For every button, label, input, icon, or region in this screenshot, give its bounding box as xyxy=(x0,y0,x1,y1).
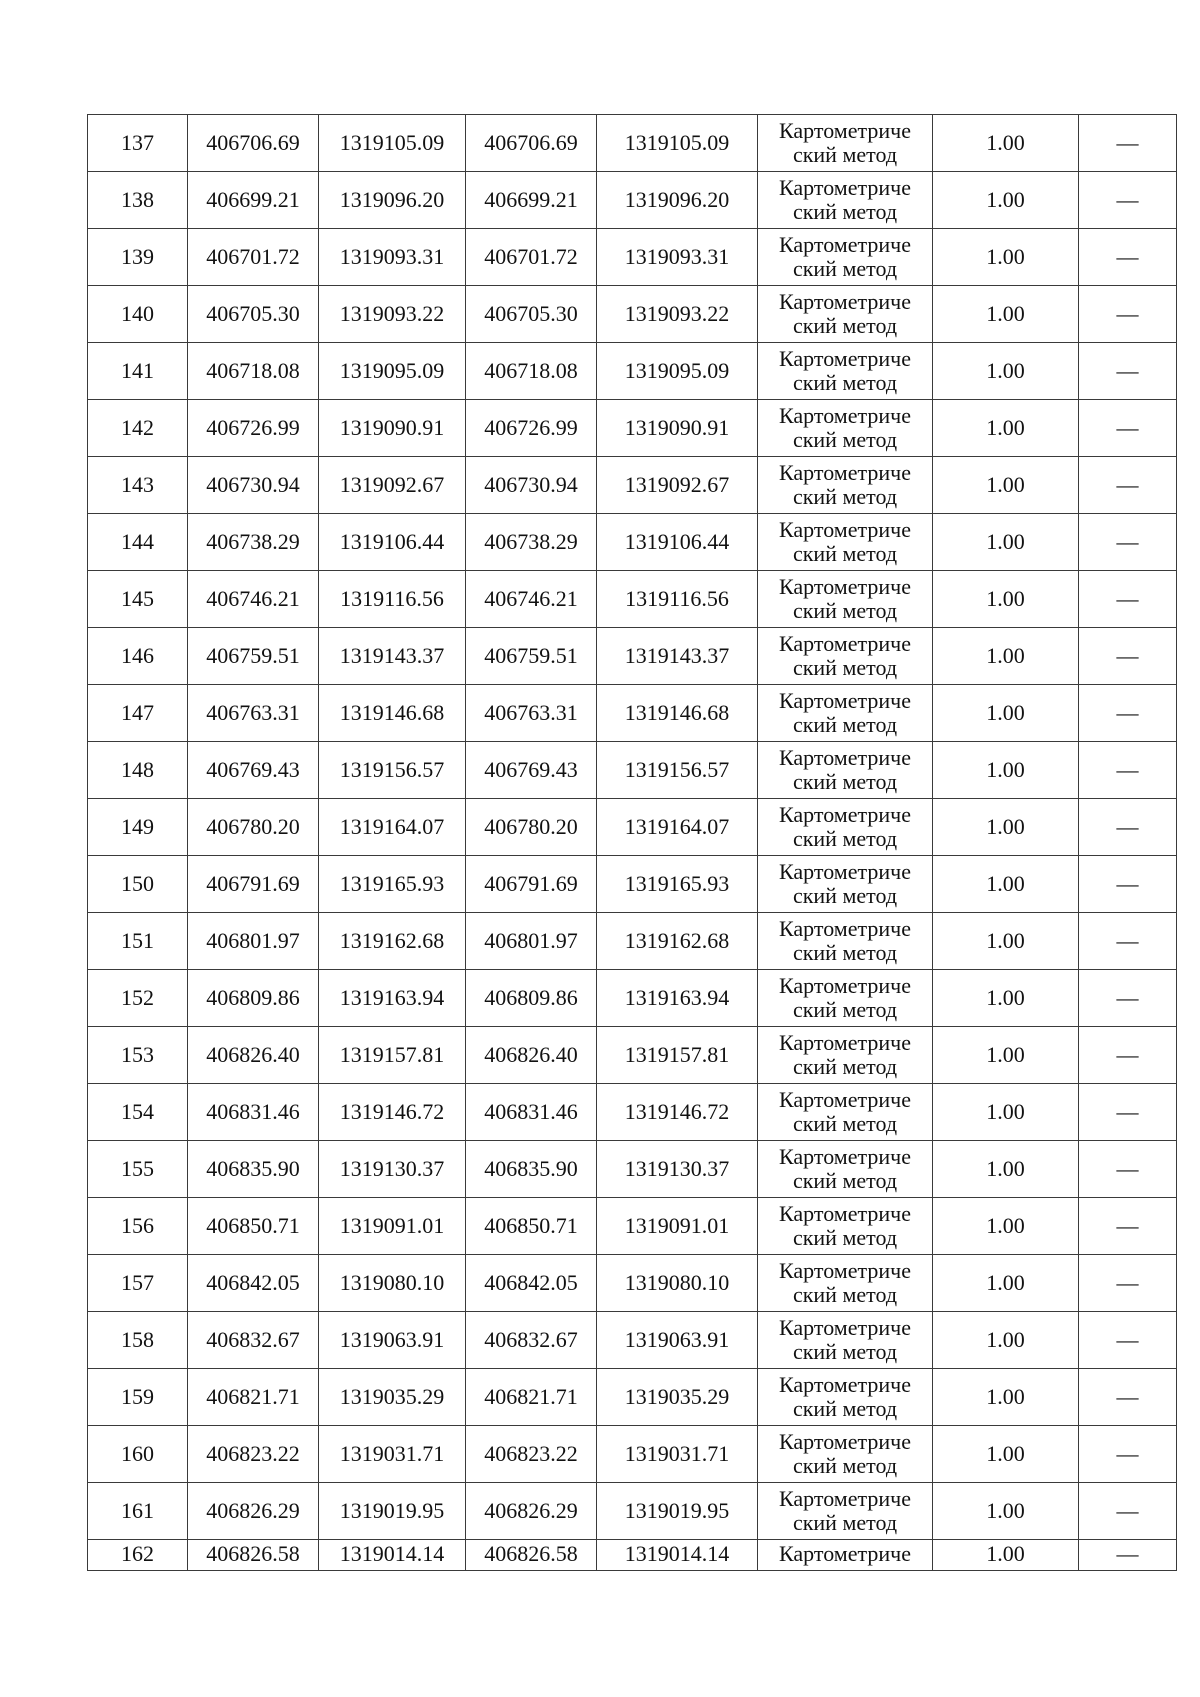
method-text: Картометрический метод xyxy=(779,1486,911,1535)
method-cell xyxy=(758,1027,933,1084)
accuracy-cell: 1.00 xyxy=(933,343,1079,400)
method-text: Картометрический метод xyxy=(779,232,911,281)
method-text: Картометрический метод xyxy=(779,1258,911,1307)
note-cell: — xyxy=(1079,1483,1177,1540)
x-coordinate-cell: 406823.22 xyxy=(188,1426,319,1483)
note-cell: — xyxy=(1079,685,1177,742)
point-number-cell: 162 xyxy=(88,1540,188,1571)
accuracy-cell: 1.00 xyxy=(933,1369,1079,1426)
y-coordinate-new-cell: 1319130.37 xyxy=(597,1141,758,1198)
point-number-cell: 141 xyxy=(88,343,188,400)
x-coordinate-new-cell: 406726.99 xyxy=(466,400,597,457)
x-coordinate-cell: 406842.05 xyxy=(188,1255,319,1312)
method-cell xyxy=(758,343,933,400)
y-coordinate-cell: 1319163.94 xyxy=(319,970,466,1027)
y-coordinate-new-cell: 1319162.68 xyxy=(597,913,758,970)
x-coordinate-cell: 406763.31 xyxy=(188,685,319,742)
y-coordinate-new-cell: 1319019.95 xyxy=(597,1483,758,1540)
x-coordinate-cell: 406746.21 xyxy=(188,571,319,628)
x-coordinate-cell: 406850.71 xyxy=(188,1198,319,1255)
method-text: Картометрический метод xyxy=(779,460,911,509)
note-cell: — xyxy=(1079,628,1177,685)
table-row xyxy=(88,1312,1177,1369)
table-row xyxy=(88,1198,1177,1255)
y-coordinate-new-cell: 1319031.71 xyxy=(597,1426,758,1483)
x-coordinate-new-cell: 406763.31 xyxy=(466,685,597,742)
method-text: Картометрический метод xyxy=(779,1315,911,1364)
note-cell: — xyxy=(1079,1426,1177,1483)
table-row xyxy=(88,571,1177,628)
note-cell: — xyxy=(1079,172,1177,229)
accuracy-cell: 1.00 xyxy=(933,571,1079,628)
method-text: Картометриче xyxy=(779,1541,911,1566)
note-cell: — xyxy=(1079,1027,1177,1084)
point-number-cell: 142 xyxy=(88,400,188,457)
accuracy-cell: 1.00 xyxy=(933,1540,1079,1571)
point-number-cell: 140 xyxy=(88,286,188,343)
accuracy-cell: 1.00 xyxy=(933,1084,1079,1141)
note-cell: — xyxy=(1079,286,1177,343)
x-coordinate-cell: 406831.46 xyxy=(188,1084,319,1141)
x-coordinate-cell: 406826.40 xyxy=(188,1027,319,1084)
method-cell xyxy=(758,1312,933,1369)
table-row xyxy=(88,856,1177,913)
method-cell xyxy=(758,457,933,514)
note-cell: — xyxy=(1079,970,1177,1027)
y-coordinate-new-cell: 1319091.01 xyxy=(597,1198,758,1255)
method-text: Картометрический метод xyxy=(779,403,911,452)
y-coordinate-new-cell: 1319163.94 xyxy=(597,970,758,1027)
x-coordinate-new-cell: 406832.67 xyxy=(466,1312,597,1369)
method-cell xyxy=(758,1255,933,1312)
method-cell xyxy=(758,970,933,1027)
note-cell: — xyxy=(1079,1198,1177,1255)
point-number-cell: 144 xyxy=(88,514,188,571)
y-coordinate-cell: 1319164.07 xyxy=(319,799,466,856)
point-number-cell: 157 xyxy=(88,1255,188,1312)
note-cell: — xyxy=(1079,343,1177,400)
y-coordinate-new-cell: 1319165.93 xyxy=(597,856,758,913)
y-coordinate-new-cell: 1319063.91 xyxy=(597,1312,758,1369)
method-cell xyxy=(758,115,933,172)
accuracy-cell: 1.00 xyxy=(933,400,1079,457)
x-coordinate-cell: 406738.29 xyxy=(188,514,319,571)
y-coordinate-cell: 1319092.67 xyxy=(319,457,466,514)
accuracy-cell: 1.00 xyxy=(933,1027,1079,1084)
x-coordinate-cell: 406718.08 xyxy=(188,343,319,400)
method-text: Картометрический метод xyxy=(779,118,911,167)
x-coordinate-new-cell: 406823.22 xyxy=(466,1426,597,1483)
x-coordinate-cell: 406801.97 xyxy=(188,913,319,970)
y-coordinate-new-cell: 1319164.07 xyxy=(597,799,758,856)
accuracy-cell: 1.00 xyxy=(933,1141,1079,1198)
method-text: Картометрический метод xyxy=(779,916,911,965)
method-cell xyxy=(758,514,933,571)
method-text: Картометрический метод xyxy=(779,289,911,338)
y-coordinate-cell: 1319095.09 xyxy=(319,343,466,400)
y-coordinate-new-cell: 1319106.44 xyxy=(597,514,758,571)
accuracy-cell: 1.00 xyxy=(933,856,1079,913)
y-coordinate-new-cell: 1319105.09 xyxy=(597,115,758,172)
y-coordinate-new-cell: 1319093.22 xyxy=(597,286,758,343)
x-coordinate-cell: 406780.20 xyxy=(188,799,319,856)
point-number-cell: 137 xyxy=(88,115,188,172)
point-number-cell: 160 xyxy=(88,1426,188,1483)
table-body xyxy=(88,115,1177,1571)
y-coordinate-new-cell: 1319116.56 xyxy=(597,571,758,628)
x-coordinate-new-cell: 406746.21 xyxy=(466,571,597,628)
table-row xyxy=(88,457,1177,514)
accuracy-cell: 1.00 xyxy=(933,685,1079,742)
method-cell xyxy=(758,1426,933,1483)
method-text: Картометрический метод xyxy=(779,802,911,851)
note-cell: — xyxy=(1079,742,1177,799)
y-coordinate-cell: 1319031.71 xyxy=(319,1426,466,1483)
accuracy-cell: 1.00 xyxy=(933,1312,1079,1369)
note-cell: — xyxy=(1079,115,1177,172)
y-coordinate-cell: 1319093.31 xyxy=(319,229,466,286)
x-coordinate-new-cell: 406842.05 xyxy=(466,1255,597,1312)
note-cell: — xyxy=(1079,799,1177,856)
x-coordinate-new-cell: 406759.51 xyxy=(466,628,597,685)
x-coordinate-new-cell: 406706.69 xyxy=(466,115,597,172)
x-coordinate-new-cell: 406780.20 xyxy=(466,799,597,856)
accuracy-cell: 1.00 xyxy=(933,1255,1079,1312)
x-coordinate-new-cell: 406831.46 xyxy=(466,1084,597,1141)
accuracy-cell: 1.00 xyxy=(933,913,1079,970)
y-coordinate-new-cell: 1319095.09 xyxy=(597,343,758,400)
method-cell xyxy=(758,1369,933,1426)
point-number-cell: 147 xyxy=(88,685,188,742)
note-cell: — xyxy=(1079,1369,1177,1426)
x-coordinate-new-cell: 406801.97 xyxy=(466,913,597,970)
method-cell xyxy=(758,172,933,229)
table-row xyxy=(88,514,1177,571)
point-number-cell: 151 xyxy=(88,913,188,970)
method-text: Картометрический метод xyxy=(779,973,911,1022)
x-coordinate-new-cell: 406826.29 xyxy=(466,1483,597,1540)
y-coordinate-cell: 1319116.56 xyxy=(319,571,466,628)
x-coordinate-new-cell: 406835.90 xyxy=(466,1141,597,1198)
y-coordinate-new-cell: 1319090.91 xyxy=(597,400,758,457)
point-number-cell: 143 xyxy=(88,457,188,514)
note-cell: — xyxy=(1079,514,1177,571)
y-coordinate-cell: 1319090.91 xyxy=(319,400,466,457)
point-number-cell: 145 xyxy=(88,571,188,628)
point-number-cell: 154 xyxy=(88,1084,188,1141)
x-coordinate-cell: 406791.69 xyxy=(188,856,319,913)
note-cell: — xyxy=(1079,1540,1177,1571)
x-coordinate-new-cell: 406730.94 xyxy=(466,457,597,514)
accuracy-cell: 1.00 xyxy=(933,628,1079,685)
accuracy-cell: 1.00 xyxy=(933,229,1079,286)
table-row xyxy=(88,1369,1177,1426)
y-coordinate-cell: 1319146.68 xyxy=(319,685,466,742)
x-coordinate-new-cell: 406850.71 xyxy=(466,1198,597,1255)
method-text: Картометрический метод xyxy=(779,745,911,794)
x-coordinate-new-cell: 406701.72 xyxy=(466,229,597,286)
x-coordinate-new-cell: 406809.86 xyxy=(466,970,597,1027)
x-coordinate-cell: 406759.51 xyxy=(188,628,319,685)
x-coordinate-cell: 406826.29 xyxy=(188,1483,319,1540)
point-number-cell: 138 xyxy=(88,172,188,229)
method-cell xyxy=(758,1198,933,1255)
x-coordinate-cell: 406706.69 xyxy=(188,115,319,172)
x-coordinate-new-cell: 406826.40 xyxy=(466,1027,597,1084)
x-coordinate-cell: 406726.99 xyxy=(188,400,319,457)
note-cell: — xyxy=(1079,400,1177,457)
y-coordinate-new-cell: 1319093.31 xyxy=(597,229,758,286)
x-coordinate-cell: 406826.58 xyxy=(188,1540,319,1571)
y-coordinate-cell: 1319165.93 xyxy=(319,856,466,913)
method-cell xyxy=(758,1483,933,1540)
x-coordinate-new-cell: 406821.71 xyxy=(466,1369,597,1426)
table-row xyxy=(88,400,1177,457)
note-cell: — xyxy=(1079,856,1177,913)
y-coordinate-cell: 1319035.29 xyxy=(319,1369,466,1426)
table-row xyxy=(88,1255,1177,1312)
table-row xyxy=(88,1540,1177,1571)
method-text: Картометрический метод xyxy=(779,1372,911,1421)
method-cell xyxy=(758,1540,933,1571)
point-number-cell: 150 xyxy=(88,856,188,913)
accuracy-cell: 1.00 xyxy=(933,172,1079,229)
accuracy-cell: 1.00 xyxy=(933,1426,1079,1483)
point-number-cell: 156 xyxy=(88,1198,188,1255)
x-coordinate-cell: 406821.71 xyxy=(188,1369,319,1426)
accuracy-cell: 1.00 xyxy=(933,514,1079,571)
table-row xyxy=(88,742,1177,799)
y-coordinate-cell: 1319156.57 xyxy=(319,742,466,799)
method-text: Картометрический метод xyxy=(779,1429,911,1478)
y-coordinate-cell: 1319162.68 xyxy=(319,913,466,970)
method-text: Картометрический метод xyxy=(779,175,911,224)
y-coordinate-new-cell: 1319146.68 xyxy=(597,685,758,742)
coordinates-table xyxy=(87,114,1177,1571)
method-cell xyxy=(758,856,933,913)
method-cell xyxy=(758,685,933,742)
accuracy-cell: 1.00 xyxy=(933,115,1079,172)
y-coordinate-new-cell: 1319146.72 xyxy=(597,1084,758,1141)
y-coordinate-cell: 1319143.37 xyxy=(319,628,466,685)
table-row xyxy=(88,1426,1177,1483)
point-number-cell: 139 xyxy=(88,229,188,286)
table-row xyxy=(88,685,1177,742)
accuracy-cell: 1.00 xyxy=(933,457,1079,514)
y-coordinate-new-cell: 1319096.20 xyxy=(597,172,758,229)
table-row xyxy=(88,343,1177,400)
accuracy-cell: 1.00 xyxy=(933,799,1079,856)
accuracy-cell: 1.00 xyxy=(933,286,1079,343)
method-cell xyxy=(758,229,933,286)
point-number-cell: 158 xyxy=(88,1312,188,1369)
x-coordinate-new-cell: 406738.29 xyxy=(466,514,597,571)
accuracy-cell: 1.00 xyxy=(933,742,1079,799)
x-coordinate-cell: 406809.86 xyxy=(188,970,319,1027)
note-cell: — xyxy=(1079,571,1177,628)
y-coordinate-cell: 1319096.20 xyxy=(319,172,466,229)
method-cell xyxy=(758,400,933,457)
x-coordinate-cell: 406699.21 xyxy=(188,172,319,229)
method-text: Картометрический метод xyxy=(779,1087,911,1136)
table-row xyxy=(88,229,1177,286)
point-number-cell: 152 xyxy=(88,970,188,1027)
x-coordinate-new-cell: 406826.58 xyxy=(466,1540,597,1571)
method-text: Картометрический метод xyxy=(779,859,911,908)
x-coordinate-new-cell: 406718.08 xyxy=(466,343,597,400)
y-coordinate-cell: 1319080.10 xyxy=(319,1255,466,1312)
method-cell xyxy=(758,1084,933,1141)
point-number-cell: 146 xyxy=(88,628,188,685)
method-text: Картометрический метод xyxy=(779,346,911,395)
table-row xyxy=(88,799,1177,856)
method-cell xyxy=(758,799,933,856)
table-row xyxy=(88,286,1177,343)
point-number-cell: 149 xyxy=(88,799,188,856)
method-cell xyxy=(758,1141,933,1198)
method-text: Картометрический метод xyxy=(779,1201,911,1250)
point-number-cell: 161 xyxy=(88,1483,188,1540)
method-text: Картометрический метод xyxy=(779,574,911,623)
y-coordinate-cell: 1319105.09 xyxy=(319,115,466,172)
y-coordinate-cell: 1319063.91 xyxy=(319,1312,466,1369)
y-coordinate-new-cell: 1319080.10 xyxy=(597,1255,758,1312)
x-coordinate-cell: 406705.30 xyxy=(188,286,319,343)
table-row xyxy=(88,1483,1177,1540)
x-coordinate-cell: 406730.94 xyxy=(188,457,319,514)
method-cell xyxy=(758,913,933,970)
accuracy-cell: 1.00 xyxy=(933,970,1079,1027)
table-row xyxy=(88,172,1177,229)
method-text: Картометрический метод xyxy=(779,1030,911,1079)
table-row xyxy=(88,628,1177,685)
point-number-cell: 148 xyxy=(88,742,188,799)
note-cell: — xyxy=(1079,913,1177,970)
note-cell: — xyxy=(1079,457,1177,514)
table-row xyxy=(88,913,1177,970)
x-coordinate-cell: 406835.90 xyxy=(188,1141,319,1198)
y-coordinate-new-cell: 1319157.81 xyxy=(597,1027,758,1084)
point-number-cell: 159 xyxy=(88,1369,188,1426)
note-cell: — xyxy=(1079,1255,1177,1312)
table-row xyxy=(88,1141,1177,1198)
point-number-cell: 153 xyxy=(88,1027,188,1084)
method-cell xyxy=(758,628,933,685)
y-coordinate-new-cell: 1319156.57 xyxy=(597,742,758,799)
x-coordinate-new-cell: 406705.30 xyxy=(466,286,597,343)
y-coordinate-cell: 1319091.01 xyxy=(319,1198,466,1255)
y-coordinate-new-cell: 1319143.37 xyxy=(597,628,758,685)
y-coordinate-cell: 1319019.95 xyxy=(319,1483,466,1540)
point-number-cell: 155 xyxy=(88,1141,188,1198)
y-coordinate-cell: 1319106.44 xyxy=(319,514,466,571)
y-coordinate-new-cell: 1319014.14 xyxy=(597,1540,758,1571)
method-cell xyxy=(758,286,933,343)
x-coordinate-new-cell: 406769.43 xyxy=(466,742,597,799)
method-text: Картометрический метод xyxy=(779,517,911,566)
method-cell xyxy=(758,742,933,799)
note-cell: — xyxy=(1079,1141,1177,1198)
accuracy-cell: 1.00 xyxy=(933,1483,1079,1540)
x-coordinate-cell: 406832.67 xyxy=(188,1312,319,1369)
note-cell: — xyxy=(1079,229,1177,286)
x-coordinate-cell: 406701.72 xyxy=(188,229,319,286)
x-coordinate-cell: 406769.43 xyxy=(188,742,319,799)
table-row xyxy=(88,1027,1177,1084)
table-row xyxy=(88,115,1177,172)
method-text: Картометрический метод xyxy=(779,688,911,737)
y-coordinate-cell: 1319146.72 xyxy=(319,1084,466,1141)
y-coordinate-new-cell: 1319092.67 xyxy=(597,457,758,514)
note-cell: — xyxy=(1079,1084,1177,1141)
method-cell xyxy=(758,571,933,628)
method-text: Картометрический метод xyxy=(779,1144,911,1193)
table-row xyxy=(88,1084,1177,1141)
y-coordinate-new-cell: 1319035.29 xyxy=(597,1369,758,1426)
method-text: Картометрический метод xyxy=(779,631,911,680)
y-coordinate-cell: 1319014.14 xyxy=(319,1540,466,1571)
note-cell: — xyxy=(1079,1312,1177,1369)
x-coordinate-new-cell: 406699.21 xyxy=(466,172,597,229)
y-coordinate-cell: 1319157.81 xyxy=(319,1027,466,1084)
y-coordinate-cell: 1319093.22 xyxy=(319,286,466,343)
x-coordinate-new-cell: 406791.69 xyxy=(466,856,597,913)
table-row xyxy=(88,970,1177,1027)
accuracy-cell: 1.00 xyxy=(933,1198,1079,1255)
y-coordinate-cell: 1319130.37 xyxy=(319,1141,466,1198)
